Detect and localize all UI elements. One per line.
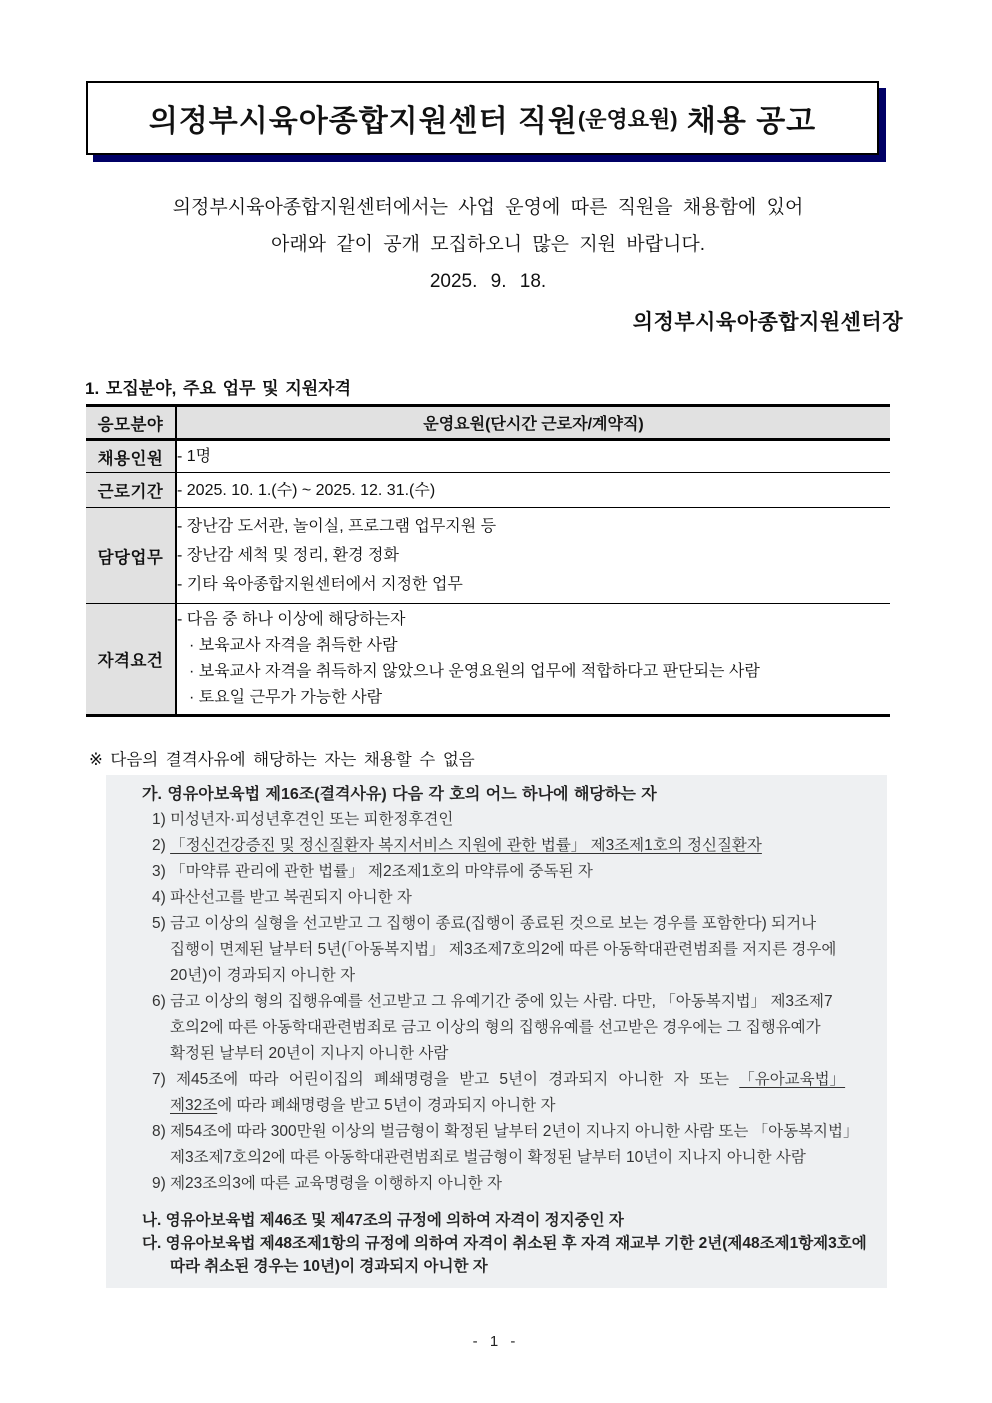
clause-item-7: 7) 제45조에 따라 어린이집의 폐쇄명령을 받고 5년이 경과되지 아니한 자 또는 「유아교육법」 제32조에 따라 폐쇄명령을 받고 5년이 경과되지 아니한 자 [152, 1071, 846, 1114]
table-row-qualifications [86, 604, 890, 716]
intro-line-1: 의정부시육아종합지원센터에서는 사업 운영에 따른 직원을 채용함에 있어 [172, 197, 804, 218]
clause-ga-heading: 가. 영유아보육법 제16조(결격사유) 다음 각 호의 어느 하나에 해당하는 자 [142, 786, 657, 803]
recruitment-table [86, 404, 890, 717]
title-box [86, 81, 879, 155]
row-label: 담당업무 [86, 508, 176, 604]
clause-na-da [142, 1209, 873, 1278]
clause-da: 다. 영유아보육법 제48조제1항의 규정에 의하여 자격이 취소된 후 자격 재교부 기한 2년(제48조제1항제3호에 [142, 1235, 867, 1252]
row-content: - 2025. 10. 1.(수) ~ 2025. 12. 31.(수) [176, 473, 890, 508]
clause-item-6: 6) 금고 이상의 형의 집행유예를 선고받고 그 유예기간 중에 있는 사람. 다만, 「아동복지법」 제3조제7 호의2에 따른 아동학대관련범죄로 금고 이상의 형의 집행유예를 선고받은 경우에는 그 집행유예가 확정된 날부터 20년이 지나지 아니한 사람 [152, 993, 833, 1062]
row-content: - 다음 중 하나 이상에 해당하는자 · 보육교사 자격을 취득한 사람 · 보육교사 자격을 취득하지 않았으나 운영요원의 업무에 적합하다고 판단되는 사람 · 토요일 근무가 가능한 사람 [176, 604, 890, 716]
intro-block [88, 197, 888, 308]
disqualification-note: ※ 다음의 결격사유에 해당하는 자는 채용할 수 없음 [89, 751, 475, 769]
clause-item-9: 9) 제23조의3에 따른 교육명령을 이행하지 아니한 자 [152, 1175, 502, 1192]
disqualification-box [106, 775, 887, 1288]
intro-line-2: 아래와 같이 공개 모집하오니 많은 지원 바랍니다. [270, 234, 706, 255]
page-title-paren: (운영요원) [577, 106, 678, 132]
section-heading: 1. 모집분야, 주요 업무 및 지원자격 [85, 379, 352, 398]
table-row-category [86, 406, 890, 440]
clause-item-5: 5) 금고 이상의 실형을 선고받고 그 집행이 종료(집행이 종료된 것으로 보는 경우를 포함한다) 되거나 집행이 면제된 날부터 5년(「아동복지법」 제3조제7호의2에 따른 아동학대관련범죄를 저지른 경우에 20년)이 경과되지 아니한 자 [152, 915, 837, 984]
page-number: - 1 - [472, 1333, 520, 1350]
announcement-date: 2025. 9. 18. [429, 271, 547, 292]
clause-na: 나. 영유아보육법 제46조 및 제47조의 규정에 의하여 자격이 정지중인 자 [142, 1212, 624, 1229]
row-label: 근로기간 [86, 473, 176, 508]
signature: 의정부시육아종합지원센터장 [632, 311, 903, 334]
row-label: 응모분야 [86, 406, 176, 440]
clause-item-8: 8) 제54조에 따라 300만원 이상의 벌금형이 확정된 날부터 2년이 지나지 아니한 사람 또는 「아동복지법」 제3조제7호의2에 따른 아동학대관련범죄로 벌금형이 확정된 날부터 10년이 지나지 아니한 사람 [152, 1123, 859, 1166]
page-title: 의정부시육아종합지원센터 직원 [148, 105, 578, 138]
table-row-headcount [86, 440, 890, 473]
page-title-tail: 채용 공고 [677, 105, 817, 138]
clause-item-2: 2) 「정신건강증진 및 정신질환자 복지서비스 지원에 관한 법률」 제3조제1호의 정신질환자 [152, 837, 762, 854]
table-row-period [86, 473, 890, 508]
table-row-duties [86, 508, 890, 604]
row-content: - 1명 [176, 440, 890, 473]
clause-item-4: 4) 파산선고를 받고 복권되지 아니한 자 [152, 889, 412, 906]
row-label: 채용인원 [86, 440, 176, 473]
clause-da-cont: 따라 취소된 경우는 10년)이 경과되지 아니한 자 [170, 1258, 488, 1275]
row-content: - 장난감 도서관, 놀이실, 프로그램 업무지원 등 - 장난감 세척 및 정리, 환경 정화 - 기타 육아종합지원센터에서 지정한 업무 [176, 508, 890, 604]
row-content: 운영요원(단시간 근로자/계약직) [176, 406, 890, 440]
clause-item-1: 1) 미성년자·피성년후견인 또는 피한정후견인 [152, 811, 454, 828]
row-label: 자격요건 [86, 604, 176, 716]
clause-item-3: 3) 「마약류 관리에 관한 법률」 제2조제1호의 마약류에 중독된 자 [152, 863, 593, 880]
